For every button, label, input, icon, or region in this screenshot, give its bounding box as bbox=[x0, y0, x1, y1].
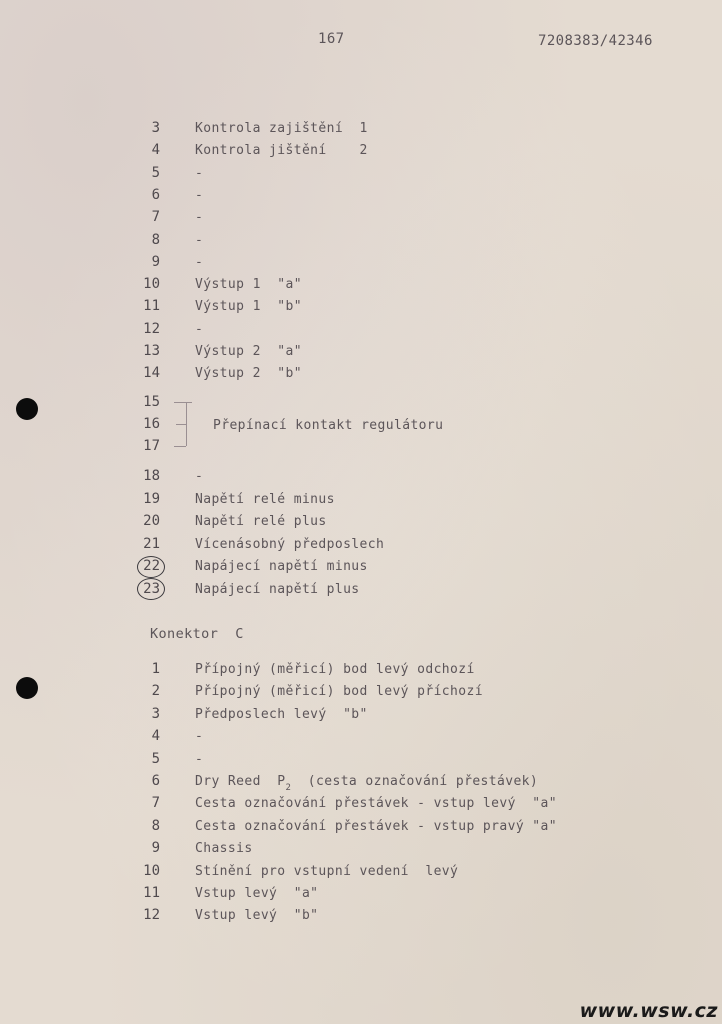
pin-number: 1 bbox=[151, 661, 160, 677]
pin-number: 22 bbox=[143, 558, 160, 575]
pin-number: 3 bbox=[151, 705, 160, 722]
handwritten-circle bbox=[137, 556, 165, 578]
pin-number: 10 bbox=[143, 862, 160, 879]
pin-label: Vstup levý "b" bbox=[195, 908, 319, 924]
pin-label: Napětí relé minus bbox=[195, 491, 335, 507]
subscript: 2 bbox=[285, 783, 292, 793]
pin-number: 6 bbox=[151, 773, 160, 789]
pin-label: Výstup 1 "b" bbox=[195, 299, 302, 315]
pin-number: 15 bbox=[143, 394, 160, 410]
pin-number: 21 bbox=[143, 535, 160, 552]
pin-number: 13 bbox=[143, 343, 160, 359]
pin-number: 8 bbox=[151, 231, 160, 248]
bracket-tick bbox=[174, 446, 186, 447]
page-number: 167 bbox=[318, 31, 345, 47]
punch-hole bbox=[16, 398, 38, 420]
pin-number: 23 bbox=[143, 581, 160, 597]
pin-label: Výstup 2 "a" bbox=[195, 344, 302, 359]
pin-number: 9 bbox=[151, 253, 160, 270]
document-number: 7208383/42346 bbox=[538, 33, 653, 49]
pin-label: Stínění pro vstupní vedení levý bbox=[195, 863, 459, 879]
pin-label: Cesta označování přestávek - vstup levý "a" bbox=[195, 796, 557, 812]
pin-label: - bbox=[195, 187, 204, 203]
pin-label: Napájecí napětí plus bbox=[195, 582, 360, 597]
pin-label: - bbox=[195, 729, 204, 745]
pin-number: 11 bbox=[143, 885, 160, 901]
pin-label: Předposlech levý "b" bbox=[195, 706, 368, 722]
pin-label: - bbox=[195, 232, 204, 248]
bracket-tick bbox=[176, 424, 186, 425]
pin-number: 20 bbox=[143, 513, 160, 530]
pin-number: 4 bbox=[151, 142, 160, 159]
pin-label: Výstup 1 "a" bbox=[195, 277, 302, 293]
pin-label: Vícenásobný předposlech bbox=[195, 536, 385, 552]
pin-label: - bbox=[195, 469, 204, 484]
pin-number: 7 bbox=[151, 209, 160, 226]
pin-label: Dry Reed $P_2$ (cesta označování přestávek) bbox=[195, 774, 539, 793]
watermark: www.wsw.cz bbox=[579, 1000, 718, 1022]
pin-label: Vstup levý "a" bbox=[195, 886, 319, 901]
pin-number: 16 bbox=[143, 416, 160, 432]
pin-number: 19 bbox=[143, 490, 160, 507]
pin-number: 7 bbox=[151, 795, 160, 812]
handwritten-circle bbox=[137, 578, 165, 600]
pin-label: Napětí relé plus bbox=[195, 514, 327, 530]
pin-label: - bbox=[195, 210, 204, 226]
pin-number: 10 bbox=[143, 276, 160, 293]
pin-number: 5 bbox=[151, 750, 160, 767]
pin-label: Kontrola zajištění 1 bbox=[195, 121, 368, 136]
pin-label: Kontrola jištění 2 bbox=[195, 143, 368, 159]
bracket-tick bbox=[174, 402, 192, 403]
pin-number: 8 bbox=[151, 817, 160, 834]
pin-number: 5 bbox=[151, 164, 160, 181]
pin-number: 9 bbox=[151, 840, 160, 857]
pin-number: 2 bbox=[151, 683, 160, 700]
pin-label: Napájecí napětí minus bbox=[195, 559, 368, 575]
pin-label: - bbox=[195, 751, 204, 767]
pin-number: 12 bbox=[143, 320, 160, 337]
pin-number: 12 bbox=[143, 907, 160, 924]
pin-label: Cesta označování přestávek - vstup pravý "a" bbox=[195, 818, 557, 834]
pin-number: 17 bbox=[143, 438, 160, 454]
pin-label: Přípojný (měřicí) bod levý příchozí bbox=[195, 684, 483, 700]
group-label: Přepínací kontakt regulátoru bbox=[213, 418, 444, 433]
pin-label: Výstup 2 "b" bbox=[195, 366, 302, 382]
pin-label: - bbox=[195, 165, 204, 181]
pin-label: Přípojný (měřicí) bod levý odchozí bbox=[195, 662, 475, 677]
pin-number: 3 bbox=[151, 120, 160, 136]
pin-number: 18 bbox=[143, 468, 160, 484]
pin-number: 11 bbox=[143, 298, 160, 315]
pin-label: - bbox=[195, 254, 204, 270]
pin-number: 6 bbox=[151, 186, 160, 203]
pin-label: - bbox=[195, 321, 204, 337]
pin-number: 14 bbox=[143, 365, 160, 382]
punch-hole bbox=[16, 677, 38, 699]
pin-number: 4 bbox=[151, 728, 160, 745]
pin-label: Chassis bbox=[195, 841, 253, 857]
dry-reed-note: (cesta označování přestávek) bbox=[291, 774, 539, 789]
connector-title: Konektor C bbox=[150, 626, 244, 642]
bracket-line bbox=[186, 402, 187, 446]
